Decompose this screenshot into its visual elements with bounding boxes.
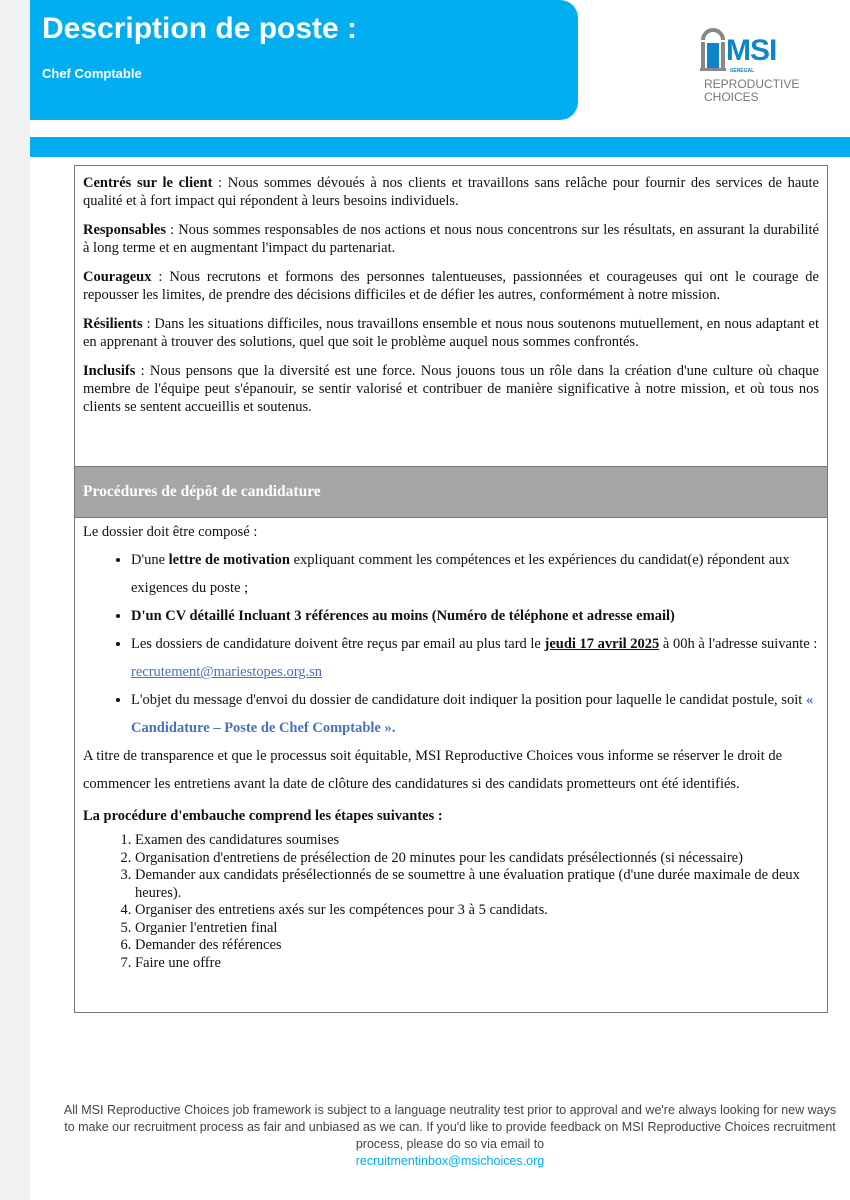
content-table: [74, 165, 828, 1013]
hiring-steps-list: [83, 832, 823, 972]
steps-heading: La procédure d'embauche comprend les étapes suivantes :: [83, 808, 443, 824]
list-item: 6. Demander des références: [135, 937, 823, 955]
feedback-email-link[interactable]: recruitmentinbox@msichoices.org: [355, 1154, 545, 1168]
list-item: 1. Examen des candidatures soumises: [135, 832, 823, 850]
requirements-list: [83, 546, 823, 742]
value-item: Courageux : Nous recrutons et formons des personnes talentueuses, passionnées et courageuses qui ont le courage de repousser les limites, de prendre des décisions difficiles et de défier les autres, conformément à notre mission.: [83, 269, 819, 303]
list-item: • D'un CV détaillé Incluant 3 références au moins (Numéro de téléphone et adresse email): [131, 602, 823, 630]
list-item: • L'objet du message d'envoi du dossier de candidature doit indiquer la position pour laquelle le candidat postule, soit « Candidature – Poste de Chef Comptable ».: [131, 686, 823, 742]
page-title: Description de poste :: [42, 12, 358, 45]
list-item: 4. Organiser des entretiens axés sur les compétences pour 3 à 5 candidats.: [135, 902, 823, 920]
application-email-link[interactable]: recrutement@mariestopes.org.sn: [131, 664, 323, 680]
footer-note: All MSI Reproductive Choices job framework is subject to a language neutrality test prior to approval and we're always looking for new ways to make our recruitment process as fair and unbiased as we can. If you'd like to provide feedback on MSI Reproductive Choices recruitment process, please do so via email to recruitmentinbox@msichoices.org: [63, 1103, 837, 1168]
deadline-date: jeudi 17 avril 2025: [544, 636, 660, 652]
transparency-note: A titre de transparence et que le processus soit équitable, MSI Reproductive Choices vous informe se réserver le droit de commencer les entretiens avant la date de clôture des candidatures si des candidats prometteurs ont été identifiés.: [83, 748, 783, 792]
job-title: Chef Comptable: [42, 66, 142, 81]
values-section: [75, 166, 827, 416]
list-item: 5. Organier l'entretien final: [135, 920, 823, 938]
value-item: Inclusifs : Nous pensons que la diversité est une force. Nous jouons tous un rôle dans la création d'une culture où chaque membre de l'équipe peut s'épanouir, se sentir valorisé et contribuer de manière significative à notre mission, et où tous nos clients se sentent accueillis et soutenus.: [83, 363, 819, 415]
door-arch-icon: [700, 28, 726, 72]
list-item: 7. Faire une offre: [135, 955, 823, 973]
list-item: • D'une lettre de motivation expliquant comment les compétences et les expériences du candidat(e) répondent aux exigences du poste ;: [131, 546, 823, 602]
header-banner: [30, 0, 578, 120]
header-stripe: [30, 137, 850, 157]
msi-logo: MSI SENEGAL REPRODUCTIVE CHOICES: [700, 26, 810, 116]
value-item: Centrés sur le client : Nous sommes dévoués à nos clients et travaillons sans relâche pour fournir des services de haute qualité et à fort impact qui répondent à leurs besoins individuels.: [83, 175, 819, 209]
list-item: 2. Organisation d'entretiens de présélection de 20 minutes pour les candidats présélectionnés (si nécessaire): [135, 850, 823, 868]
section-heading-row: Procédures de dépôt de candidature: [75, 466, 827, 518]
list-item: • Les dossiers de candidature doivent être reçus par email au plus tard le jeudi 17 avril 2025 à 00h à l'adresse suivante : recrutement@mariestopes.org.sn: [131, 630, 823, 686]
value-item: Responsables : Nous sommes responsables de nos actions et nous nous concentrons sur les résultats, en assurant la durabilité à long terme et en augmentant l'impact du partenariat.: [83, 222, 819, 256]
procedures-section: Le dossier doit être composé : • D'une lettre de motivation expliquant comment les compétences et les expériences du candidat(e) répondent aux exigences du poste ; • D'un CV détaillé Incluant 3 références au moins (Numéro de téléphone et adresse email) • Les dossiers de candidature doivent être reçus par email au plus tard le jeudi 17 avril 2025 à 00h à l'adresse suivante : recrutement@mariestopes.org.sn • L'objet du message d'envoi du dossier de candidature doit indiquer la position pour laquelle le candidat postule, soit « Candidature – Poste de Chef Comptable ». A titre de transparence et que le processus soit équitable, MSI Reproductive Choices vous informe se réserver le droit de commencer les entretiens avant la date de clôture des candidatures si des candidats prometteurs ont été identifiés. La procédure d'embauche comprend les étapes suivantes : 1. Examen des candidatures soumises 2. Organisation d'entretiens de présélection de 20 minutes pour les candidats présélectionnés (si nécessaire) 3. Demander aux candidats présélectionnés de se soumettre à une évaluation pratique (d'une durée maximale de deux heures). 4. Organiser des entretiens axés sur les compétences pour 3 à 5 candidats. 5. Organier l'entretien final 6. Demander des références 7. Faire une offre: [83, 518, 823, 972]
list-item: 3. Demander aux candidats présélectionnés de se soumettre à une évaluation pratique (d'une durée maximale de deux heures).: [135, 867, 823, 902]
value-item: Résilients : Dans les situations difficiles, nous travaillons ensemble et nous nous soutenons mutuellement, en nous adaptant et en apprenant à trouver des solutions, quel que soit le problème auquel nous sommes confrontés.: [83, 316, 819, 350]
